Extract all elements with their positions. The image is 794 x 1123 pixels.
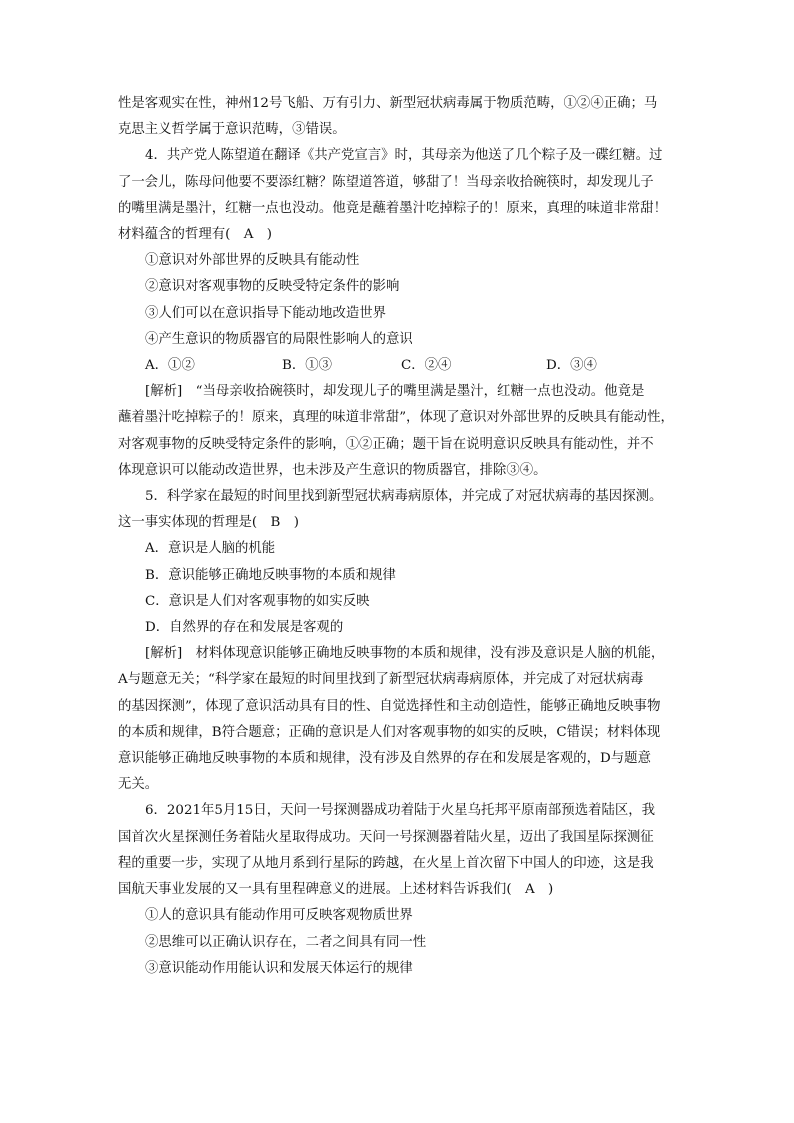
q5-option: C．意识是人们对客观事物的如实反映 xyxy=(145,593,370,609)
text-line: 克思主义哲学属于意识范畴，③错误。 xyxy=(118,122,346,138)
q6-option: ①人的意识具有能动作用可反映客观物质世界 xyxy=(145,908,413,924)
q6-option: ③意识能动作用能认识和发展天体运行的规律 xyxy=(145,960,413,976)
q4-stem: 材料蕴含的哲理有( A ) xyxy=(118,227,273,243)
q4-option: ④产生意识的物质器官的局限性影响人的意识 xyxy=(145,331,413,347)
q4-choices xyxy=(118,353,698,379)
q5-explanation: 的基因探测”，体现了意识活动具有目的性、自觉选择性和主动创造性，能够正确地反映事物 xyxy=(118,698,661,714)
q6-stem: 6．2021年5月15日，天问一号探测器成功着陆于火星乌托邦平原南部预选着陆区，我 xyxy=(145,803,656,819)
q5-option: A．意识是人脑的机能 xyxy=(145,541,276,557)
q5-explanation: 的本质和规律，B符合题意；正确的意识是人们对客观事物的如实的反映，C错误；材料体现 xyxy=(118,724,661,740)
q4-explanation: 对客观事物的反映受特定条件的影响，①②正确；题干旨在说明意识反映具有能动性，并不 xyxy=(118,436,654,452)
q4-stem: 了一会儿，陈母问他要不要添红糖？陈望道答道，够甜了！当母亲收拾碗筷时，却发现儿子 xyxy=(118,174,654,190)
choice-c: C．②④ xyxy=(401,358,452,374)
q5-stem: 这一事实体现的哲理是( B ) xyxy=(118,515,299,531)
q4-stem: 4．共产党人陈望道在翻译《共产党宣言》时，其母亲为他送了几个粽子及一碟红糖。过 xyxy=(145,148,663,164)
q4-explanation: 蘸着墨汁吃掉粽子的！原来，真理的味道非常甜”，体现了意识对外部世界的反映具有能动性， xyxy=(118,410,674,426)
q5-explanation: A与题意无关；“科学家在最短的时间里找到了新型冠状病毒病原体，并完成了对冠状病毒 xyxy=(118,672,644,688)
q5-explanation: 无关。 xyxy=(118,777,159,793)
q6-stem: 国首次火星探测任务着陆火星取得成功。天问一号探测器着陆火星，迈出了我国星际探测征 xyxy=(118,829,654,845)
q4-option: ②意识对客观事物的反映受特定条件的影响 xyxy=(145,279,400,295)
q5-stem: 5．科学家在最短的时间里找到新型冠状病毒病原体，并完成了对冠状病毒的基因探测。 xyxy=(145,489,663,505)
q4-explanation: [解析] “当母亲收拾碗筷时，却发现儿子的嘴里满是墨汁，红糖一点也没动。他竟是 xyxy=(145,384,645,400)
q5-option: B．意识能够正确地反映事物的本质和规律 xyxy=(145,567,396,583)
q5-option: D．自然界的存在和发展是客观的 xyxy=(145,620,344,636)
choice-b: B．①③ xyxy=(282,358,333,374)
q5-explanation: [解析] 材料体现意识能够正确地反映事物的本质和规律，没有涉及意识是人脑的机能， xyxy=(145,646,665,662)
q6-option: ②思维可以正确认识存在，二者之间具有同一性 xyxy=(145,934,427,950)
q6-stem: 程的重要一步，实现了从地月系到行星际的跨越，在火星上首次留下中国人的印迹，这是我 xyxy=(118,855,654,871)
choice-a: A．①② xyxy=(145,358,195,374)
q4-explanation: 体现意识可以能动改造世界，也未涉及产生意识的物质器官，排除③④。 xyxy=(118,462,547,478)
q6-stem: 国航天事业发展的又一具有里程碑意义的进展。上述材料告诉我们( A ) xyxy=(118,882,554,898)
q4-option: ③人们可以在意识指导下能动地改造世界 xyxy=(145,305,387,321)
q4-stem: 的嘴里满是墨汁，红糖一点也没动。他竟是蘸着墨汁吃掉粽子的！原来，真理的味道非常甜！ xyxy=(118,200,668,216)
q5-explanation: 意识能够正确地反映事物的本质和规律，没有涉及自然界的存在和发展是客观的，D与题意 xyxy=(118,751,651,767)
text-line: 性是客观实在性，神州12号飞船、万有引力、新型冠状病毒属于物质范畴，①②④正确；马 xyxy=(118,96,658,111)
q4-option: ①意识对外部世界的反映具有能动性 xyxy=(145,253,360,269)
choice-d: D．③④ xyxy=(546,358,597,374)
